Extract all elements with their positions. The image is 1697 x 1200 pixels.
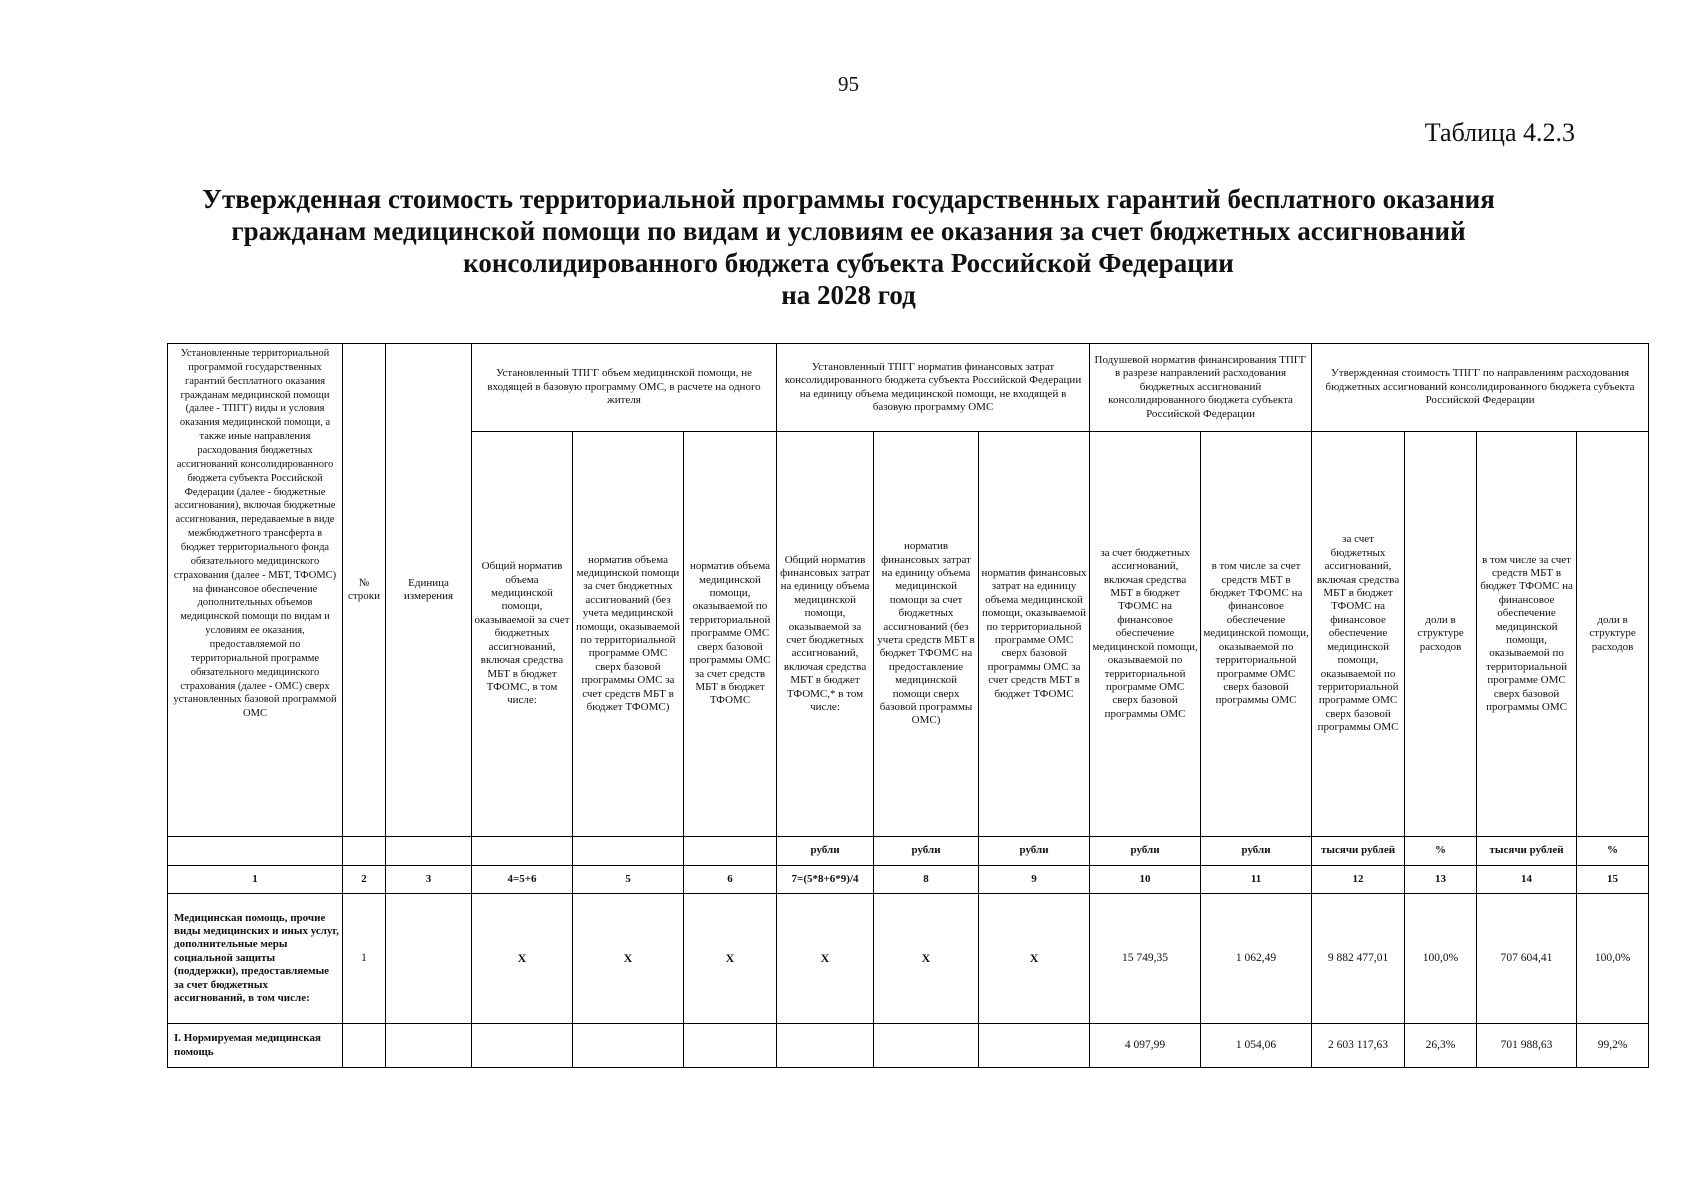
table-cell: X (684, 894, 777, 1024)
column-number: 1 (168, 866, 343, 894)
column-number: 9 (979, 866, 1090, 894)
header-col-1: Установленные территориальной программой государственных гарантий бесплатного оказания гражданам медицинской помощи (далее - ТПГГ) виды и условия оказания медицинской помощи, а также иные направления расходования бюджетных ассигнований консолидированного бюджета субъекта Российской Федерации (далее - бюджетные ассигнования), включая бюджетные ассигнования, передаваемые в виде межбюджетного трансферта в бюджет территориального фонда обязательного медицинского страхования (далее - МБТ, ТФОМС) на финансовое обеспечение дополнительных объемов медицинской помощи по видам и условиям ее оказания, предоставляемой по территориальной программе обязательного медицинского страхования (далее - ОМС) сверх установленных базовой программой ОМС (168, 344, 343, 837)
column-number: 10 (1090, 866, 1201, 894)
sub-header: Общий норматив объема медицинской помощи, оказываемой за счет бюджетных ассигнований, включая средства МБТ в бюджет ТФОМС, в том числе: (472, 432, 573, 837)
column-number-row (168, 866, 1649, 894)
column-number: 8 (874, 866, 979, 894)
sub-header: доли в структуре расходов (1405, 432, 1477, 837)
table-cell: 1 054,06 (1201, 1024, 1312, 1068)
sub-header: норматив финансовых затрат на единицу объема медицинской помощи за счет бюджетных ассигнований (без учета средств МБТ в бюджет ТФОМС на предоставление медицинской помощи сверх базовой программы ОМС) (874, 432, 979, 837)
column-number: 2 (343, 866, 386, 894)
group-header-cost-norm: Установленный ТПГГ норматив финансовых затрат консолидированного бюджета субъекта Российской Федерации на единицу объема медицинской помощи, не входящей в базовую программу ОМС (777, 344, 1090, 432)
table-cell: X (472, 894, 573, 1024)
column-number: 4=5+6 (472, 866, 573, 894)
group-header-row (168, 344, 1649, 432)
table-cell: 99,2% (1577, 1024, 1649, 1068)
header-col-2: № строки (343, 344, 386, 837)
cost-table (167, 343, 1649, 1068)
unit-cell: % (1577, 837, 1649, 866)
unit-cell (684, 837, 777, 866)
row-number (343, 1024, 386, 1068)
column-number: 6 (684, 866, 777, 894)
table-cell (777, 1024, 874, 1068)
unit-cell: рубли (1090, 837, 1201, 866)
sub-header: доли в структуре расходов (1577, 432, 1649, 837)
column-number: 12 (1312, 866, 1405, 894)
unit-cell (573, 837, 684, 866)
table-label: Таблица 4.2.3 (1424, 118, 1575, 147)
title-line: Утвержденная стоимость территориальной программы государственных гарантий бесплатного оказания (202, 184, 1495, 214)
units-row (168, 837, 1649, 866)
unit-cell: тысячи рублей (1312, 837, 1405, 866)
table-cell: 15 749,35 (1090, 894, 1201, 1024)
title-line: гражданам медицинской помощи по видам и условиям ее оказания за счет бюджетных ассигнований (231, 216, 1466, 246)
unit-cell (168, 837, 343, 866)
table-cell: 1 062,49 (1201, 894, 1312, 1024)
column-number: 3 (386, 866, 472, 894)
table-cell (573, 1024, 684, 1068)
column-number: 15 (1577, 866, 1649, 894)
page-number: 95 (838, 72, 859, 96)
table-cell: X (573, 894, 684, 1024)
table-cell: 707 604,41 (1477, 894, 1577, 1024)
sub-header: в том числе за счет средств МБТ в бюджет ТФОМС на финансовое обеспечение медицинской помощи, оказываемой по территориальной программе ОМС сверх базовой программы ОМС (1201, 432, 1312, 837)
column-number: 7=(5*8+6*9)/4 (777, 866, 874, 894)
table-row (168, 894, 1649, 1024)
unit-cell: % (1405, 837, 1477, 866)
table-cell: 9 882 477,01 (1312, 894, 1405, 1024)
sub-header: за счет бюджетных ассигнований, включая средства МБТ в бюджет ТФОМС на финансовое обеспечение медицинской помощи, оказываемой по территориальной программе ОМС сверх базовой программы ОМС (1090, 432, 1201, 837)
table-cell: 26,3% (1405, 1024, 1477, 1068)
column-number: 11 (1201, 866, 1312, 894)
table-cell: 100,0% (1405, 894, 1477, 1024)
table-cell: 2 603 117,63 (1312, 1024, 1405, 1068)
row-label: I. Нормируемая медицинская помощь (168, 1024, 343, 1068)
document-title (0, 183, 1697, 311)
table-cell (386, 894, 472, 1024)
column-number: 14 (1477, 866, 1577, 894)
sub-header: Общий норматив финансовых затрат на единицу объема медицинской помощи, оказываемой за счет бюджетных ассигнований, включая средства МБТ в бюджет ТФОМС,* в том числе: (777, 432, 874, 837)
table-cell (472, 1024, 573, 1068)
unit-cell: тысячи рублей (1477, 837, 1577, 866)
sub-header: норматив объема медицинской помощи, оказываемой по территориальной программе ОМС сверх базовой программы ОМС за счет средств МБТ в бюджет ТФОМС (684, 432, 777, 837)
group-header-approved-cost: Утвержденная стоимость ТПГГ по направлениям расходования бюджетных ассигнований консолидированного бюджета субъекта Российской Федерации (1312, 344, 1649, 432)
group-header-per-capita: Подушевой норматив финансирования ТПГГ в разрезе направлений расходования бюджетных ассигнований консолидированного бюджета субъекта Российской Федерации (1090, 344, 1312, 432)
sub-header: в том числе за счет средств МБТ в бюджет ТФОМС на финансовое обеспечение медицинской помощи, оказываемой по территориальной программе ОМС сверх базовой программы ОМС (1477, 432, 1577, 837)
table-cell: 100,0% (1577, 894, 1649, 1024)
unit-cell: рубли (1201, 837, 1312, 866)
table-cell (684, 1024, 777, 1068)
table-cell (874, 1024, 979, 1068)
table-cell (979, 1024, 1090, 1068)
unit-cell (472, 837, 573, 866)
column-number: 5 (573, 866, 684, 894)
title-line: консолидированного бюджета субъекта Российской Федерации (463, 248, 1234, 278)
row-label: Медицинская помощь, прочие виды медицинских и иных услуг, дополнительные меры социальной защиты (поддержки), предоставляемые за счет бюджетных ассигнований, в том числе: (168, 894, 343, 1024)
table-cell: 701 988,63 (1477, 1024, 1577, 1068)
table-cell: 4 097,99 (1090, 1024, 1201, 1068)
unit-cell (343, 837, 386, 866)
unit-cell: рубли (874, 837, 979, 866)
sub-header: норматив финансовых затрат на единицу объема медицинской помощи, оказываемой по территориальной программе ОМС сверх базовой программы ОМС за счет средств МБТ в бюджет ТФОМС (979, 432, 1090, 837)
title-line: на 2028 год (781, 280, 916, 310)
table-cell: X (874, 894, 979, 1024)
unit-cell: рубли (777, 837, 874, 866)
row-number: 1 (343, 894, 386, 1024)
sub-header: за счет бюджетных ассигнований, включая средства МБТ в бюджет ТФОМС на финансовое обеспечение медицинской помощи, оказываемой по территориальной программе ОМС сверх базовой программы ОМС (1312, 432, 1405, 837)
group-header-volume: Установленный ТПГГ объем медицинской помощи, не входящей в базовую программу ОМС, в расчете на одного жителя (472, 344, 777, 432)
column-number: 13 (1405, 866, 1477, 894)
table-row (168, 1024, 1649, 1068)
unit-cell: рубли (979, 837, 1090, 866)
table-cell: X (777, 894, 874, 1024)
header-col-3: Единица измерения (386, 344, 472, 837)
sub-header: норматив объема медицинской помощи за счет бюджетных ассигнований (без учета медицинской помощи, оказываемой по территориальной программе ОМС сверх базовой программы ОМС за счет средств МБТ в бюджет ТФОМС) (573, 432, 684, 837)
table-cell (386, 1024, 472, 1068)
table-cell: X (979, 894, 1090, 1024)
unit-cell (386, 837, 472, 866)
